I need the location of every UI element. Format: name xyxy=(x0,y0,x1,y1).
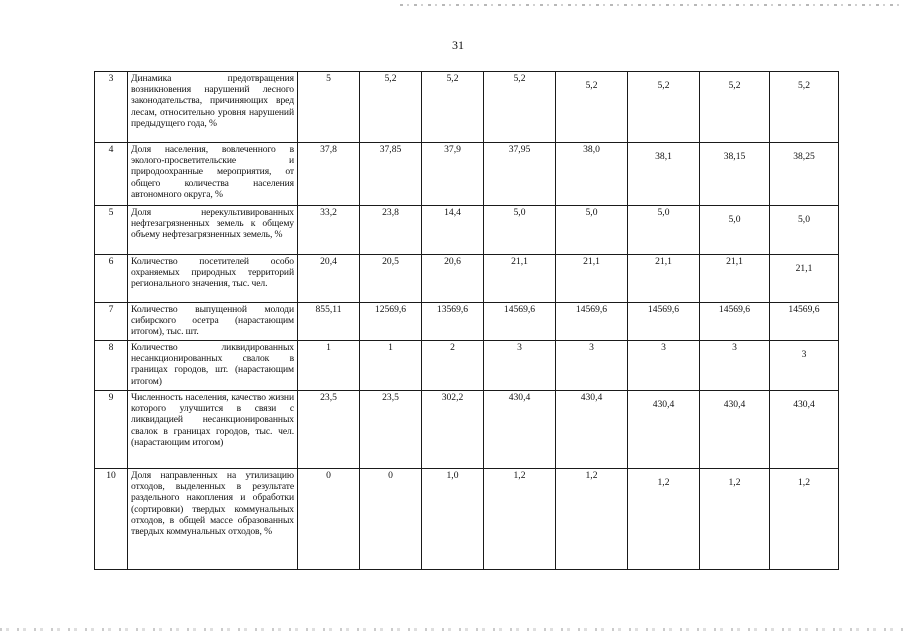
value-cell: 5,2 xyxy=(422,72,484,143)
value-cell: 302,2 xyxy=(422,391,484,469)
value-cell: 5,2 xyxy=(770,72,839,143)
value-cell: 430,4 xyxy=(484,391,556,469)
value-cell: 5,0 xyxy=(484,206,556,255)
value-cell: 430,4 xyxy=(700,391,770,469)
value-cell: 5,0 xyxy=(700,206,770,255)
value-cell: 5,0 xyxy=(770,206,839,255)
row-number: 6 xyxy=(95,255,128,303)
value-cell: 21,1 xyxy=(556,255,628,303)
value-cell: 38,0 xyxy=(556,143,628,206)
value-cell: 33,2 xyxy=(298,206,360,255)
value-cell: 5,2 xyxy=(628,72,700,143)
value-cell: 20,5 xyxy=(360,255,422,303)
value-cell: 14569,6 xyxy=(628,303,700,341)
page-number: 31 xyxy=(452,38,464,52)
indicators-table xyxy=(94,71,839,570)
indicator-name: Количество ликвидированных несанкционированных свалок в границах городов, шт. (нарастающим итогом) xyxy=(128,341,298,391)
scan-artifact-top xyxy=(400,4,900,6)
value-cell: 14,4 xyxy=(422,206,484,255)
value-cell: 1,2 xyxy=(556,469,628,570)
row-number: 5 xyxy=(95,206,128,255)
value-cell: 14569,6 xyxy=(484,303,556,341)
value-cell: 14569,6 xyxy=(770,303,839,341)
value-cell: 430,4 xyxy=(556,391,628,469)
value-cell: 23,5 xyxy=(298,391,360,469)
value-cell: 14569,6 xyxy=(700,303,770,341)
value-cell: 37,85 xyxy=(360,143,422,206)
value-cell: 0 xyxy=(360,469,422,570)
row-number: 10 xyxy=(95,469,128,570)
value-cell: 5,0 xyxy=(628,206,700,255)
value-cell: 23,8 xyxy=(360,206,422,255)
table-row xyxy=(95,143,839,206)
value-cell: 21,1 xyxy=(700,255,770,303)
row-number: 7 xyxy=(95,303,128,341)
value-cell: 37,8 xyxy=(298,143,360,206)
value-cell: 12569,6 xyxy=(360,303,422,341)
value-cell: 20,4 xyxy=(298,255,360,303)
table-row xyxy=(95,391,839,469)
value-cell: 23,5 xyxy=(360,391,422,469)
row-number: 4 xyxy=(95,143,128,206)
indicator-name: Доля нерекультивированных нефтезагрязненных земель к общему объему нефтезагрязненных земель, % xyxy=(128,206,298,255)
value-cell: 5,0 xyxy=(556,206,628,255)
table-row xyxy=(95,255,839,303)
value-cell: 21,1 xyxy=(770,255,839,303)
value-cell: 5,2 xyxy=(700,72,770,143)
indicator-name: Доля направленных на утилизацию отходов, выделенных в результате раздельного накопления и обработки (сортировки) твердых коммунальных отходов, в общей массе образованных твердых коммунальных отходов, % xyxy=(128,469,298,570)
value-cell: 5,2 xyxy=(556,72,628,143)
value-cell: 37,9 xyxy=(422,143,484,206)
value-cell: 3 xyxy=(628,341,700,391)
value-cell: 5 xyxy=(298,72,360,143)
value-cell: 3 xyxy=(700,341,770,391)
value-cell: 0 xyxy=(298,469,360,570)
value-cell: 2 xyxy=(422,341,484,391)
value-cell: 37,95 xyxy=(484,143,556,206)
value-cell: 1,2 xyxy=(628,469,700,570)
row-number: 9 xyxy=(95,391,128,469)
table-row xyxy=(95,341,839,391)
value-cell: 38,15 xyxy=(700,143,770,206)
value-cell: 1,2 xyxy=(700,469,770,570)
value-cell: 1,0 xyxy=(422,469,484,570)
table-row xyxy=(95,206,839,255)
value-cell: 38,25 xyxy=(770,143,839,206)
value-cell: 38,1 xyxy=(628,143,700,206)
indicator-name: Численность населения, качество жизни которого улучшится в связи с ликвидацией несанкционированных свалок в границах городов, тыс. чел. (нарастающим итогом) xyxy=(128,391,298,469)
scan-artifact-bottom xyxy=(0,628,905,631)
indicator-name: Количество выпущенной молоди сибирского осетра (нарастающим итогом), тыс. шт. xyxy=(128,303,298,341)
table-row xyxy=(95,469,839,570)
value-cell: 3 xyxy=(556,341,628,391)
value-cell: 1,2 xyxy=(770,469,839,570)
indicator-name: Доля населения, вовлеченного в эколого-просветительские и природоохранные мероприятия, от общего количества населения автономного округа, % xyxy=(128,143,298,206)
indicator-name: Количество посетителей особо охраняемых природных территорий регионального значения, тыс. чел. xyxy=(128,255,298,303)
value-cell: 5,2 xyxy=(484,72,556,143)
value-cell: 14569,6 xyxy=(556,303,628,341)
value-cell: 20,6 xyxy=(422,255,484,303)
value-cell: 13569,6 xyxy=(422,303,484,341)
value-cell: 3 xyxy=(770,341,839,391)
value-cell: 1 xyxy=(360,341,422,391)
value-cell: 1 xyxy=(298,341,360,391)
value-cell: 1,2 xyxy=(484,469,556,570)
value-cell: 3 xyxy=(484,341,556,391)
value-cell: 430,4 xyxy=(770,391,839,469)
table-row xyxy=(95,303,839,341)
value-cell: 21,1 xyxy=(484,255,556,303)
indicator-name: Динамика предотвращения возникновения нарушений лесного законодательства, причиняющих вред лесам, относительно уровня нарушений предыдущего года, % xyxy=(128,72,298,143)
table-row xyxy=(95,72,839,143)
value-cell: 430,4 xyxy=(628,391,700,469)
value-cell: 21,1 xyxy=(628,255,700,303)
row-number: 8 xyxy=(95,341,128,391)
value-cell: 855,11 xyxy=(298,303,360,341)
value-cell: 5,2 xyxy=(360,72,422,143)
row-number: 3 xyxy=(95,72,128,143)
